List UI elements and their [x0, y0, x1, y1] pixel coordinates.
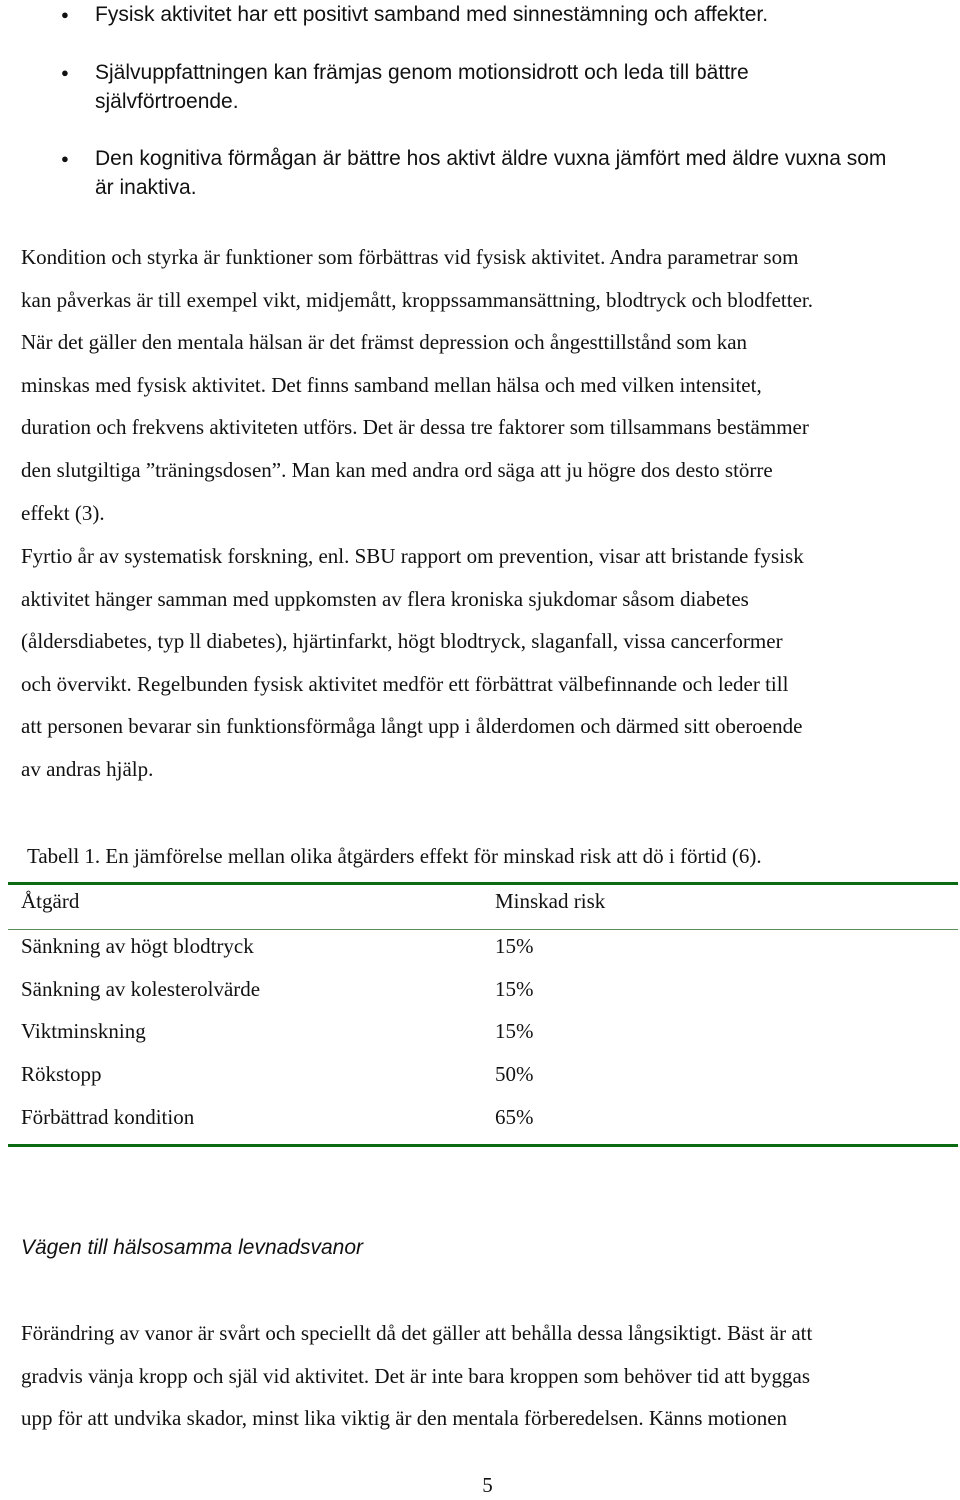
- paragraph-line: aktivitet hänger samman med uppkomsten av flera kroniska sjukdomar såsom diabetes: [21, 586, 749, 611]
- table-cell: Rökstopp: [21, 1062, 102, 1086]
- paragraph-line: Förändring av vanor är svårt och speciellt då det gäller att behålla dessa långsiktigt. Bäst är att: [21, 1321, 813, 1345]
- paragraph-line: duration och frekvens aktiviteten utförs. Det är dessa tre faktorer som tillsammans bestämmer: [21, 415, 809, 440]
- paragraph-line: effekt (3).: [21, 500, 105, 525]
- paragraph-line: Fyrtio år av systematisk forskning, enl. SBU rapport om prevention, visar att bristande fysisk: [21, 544, 804, 568]
- bullet-dot-icon: ●: [61, 7, 69, 22]
- table-cell: 15%: [495, 1019, 534, 1043]
- table-cell: Sänkning av högt blodtryck: [21, 934, 254, 958]
- bullet-text-line: Självuppfattningen kan främjas genom motionsidrott och leda till bättre: [95, 61, 749, 84]
- table-bottom-rule: [8, 1144, 958, 1147]
- paragraph-line: att personen bevarar sin funktionsförmåga långt upp i ålderdomen och därmed sitt oberoende: [21, 714, 803, 739]
- table-cell: Sänkning av kolesterolvärde: [21, 977, 261, 1001]
- paragraph-line: gradvis vänja kropp och själ vid aktivitet. Det är inte bara kroppen som behöver tid att byggas: [21, 1363, 811, 1388]
- bullet-dot-icon: ●: [61, 65, 69, 80]
- bullet-dot-icon: ●: [61, 151, 69, 166]
- paragraph-line: upp för att undvika skador, minst lika viktig är den mentala förberedelsen. Känns motionen: [21, 1406, 788, 1431]
- bullet-text-line: Den kognitiva förmågan är bättre hos aktivt äldre vuxna jämfört med äldre vuxna som: [95, 147, 887, 170]
- table-header-rule: [8, 929, 958, 930]
- paragraph-line: minskas med fysisk aktivitet. Det finns samband mellan hälsa och med vilken intensitet,: [21, 372, 762, 397]
- section-heading: Vägen till hälsosamma levnadsvanor: [21, 1236, 364, 1259]
- table-cell: 65%: [495, 1105, 534, 1129]
- paragraph-line: den slutgiltiga ”träningsdosen”. Man kan med andra ord säga att ju högre dos desto större: [21, 457, 773, 482]
- bullet-text-line: Fysisk aktivitet har ett positivt samband med sinnestämning och affekter.: [95, 3, 769, 26]
- page-number: 5: [482, 1473, 493, 1497]
- paragraph-line: av andras hjälp.: [21, 756, 154, 781]
- paragraph-line: (åldersdiabetes, typ ll diabetes), hjärtinfarkt, högt blodtryck, slaganfall, vissa cancerformer: [21, 629, 783, 654]
- paragraph-fitness-effects: [21, 236, 956, 534]
- table-top-rule: [8, 882, 958, 885]
- table-cell: 15%: [495, 977, 534, 1001]
- paragraph-line: och övervikt. Regelbunden fysisk aktivitet medför ett förbättrat välbefinnande och leder till: [21, 671, 789, 696]
- table-caption: Tabell 1. En jämförelse mellan olika åtgärders effekt för minskad risk att dö i förtid (6).: [27, 844, 762, 868]
- bullet-text-line: självförtroende.: [95, 90, 239, 113]
- bullet-text-line: är inaktiva.: [95, 176, 197, 199]
- table-cell: Förbättrad kondition: [21, 1105, 195, 1129]
- paragraph-research: [21, 535, 956, 791]
- paragraph-line: När det gäller den mentala hälsan är det främst depression och ångesttillstånd som kan: [21, 330, 748, 355]
- table-header-cell: Åtgärd: [21, 889, 80, 913]
- paragraph-line: kan påverkas är till exempel vikt, midjemått, kroppssammansättning, blodtryck och blodfetter.: [21, 287, 813, 312]
- table-header-cell: Minskad risk: [495, 889, 606, 913]
- table-cell: 50%: [495, 1062, 534, 1086]
- paragraph-line: Kondition och styrka är funktioner som förbättras vid fysisk aktivitet. Andra parametrar som: [21, 245, 799, 269]
- table-cell: Viktminskning: [21, 1019, 146, 1043]
- paragraph-habits: [21, 1312, 956, 1440]
- table-cell: 15%: [495, 934, 534, 958]
